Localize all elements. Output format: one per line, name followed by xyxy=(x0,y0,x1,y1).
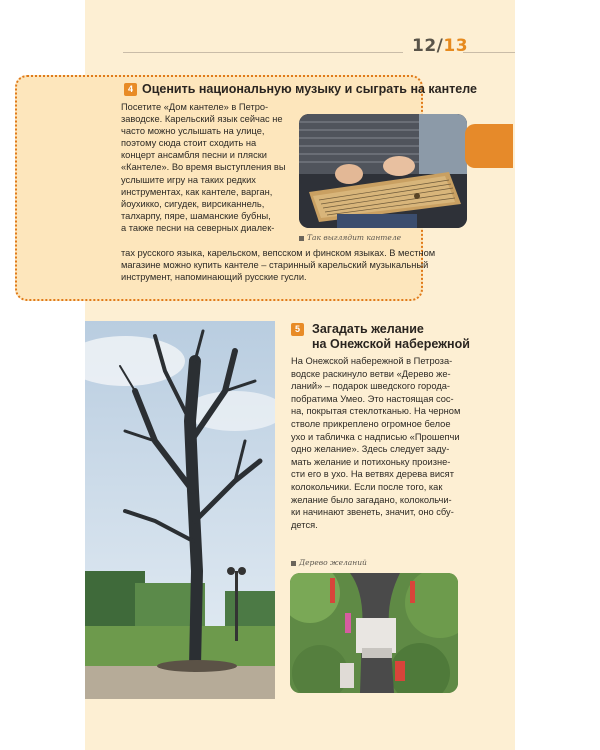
text-line: дется. xyxy=(291,519,318,530)
text-line: сти его в ухо. На ветвях дерева висят xyxy=(291,469,454,480)
text-line: мать желание и потихоньку произне- xyxy=(291,456,451,467)
caption-marker xyxy=(299,236,304,241)
text-line: одно желание». Здесь следует заду- xyxy=(291,444,450,455)
wish-tree-photo xyxy=(85,321,275,699)
text-line: поэтому сюда стоит сходить на xyxy=(121,138,257,149)
text-line: часто можно услышать на улице, xyxy=(121,126,265,137)
kantele-caption xyxy=(299,233,401,242)
section-5-title-line: на Онежской набережной xyxy=(312,337,470,351)
section-5-title-line: Загадать желание xyxy=(312,322,424,336)
page-next: 13 xyxy=(443,36,469,56)
text-line: стволе прикреплено огромное белое xyxy=(291,418,451,429)
text-line: а также песни на северных диалек- xyxy=(121,222,275,233)
page-number xyxy=(412,36,468,56)
text-line: На Онежской набережной в Петроза- xyxy=(291,356,453,366)
section-5-badge: 5 xyxy=(291,323,304,336)
wish-tree-caption xyxy=(291,558,367,567)
header-rule-right xyxy=(463,52,515,53)
text-line: ки начинают звенеть, значит, оно сбу- xyxy=(291,507,454,518)
side-tab xyxy=(465,124,513,168)
text-line: талхарпу, пяре, шаманские бубны, xyxy=(121,210,271,221)
wish-tree-detail-photo xyxy=(290,573,458,693)
text-line: йоухикко, сигудек, виpсиканнель, xyxy=(121,198,265,209)
text-line: побратима Умео. Это настоящая сос- xyxy=(291,393,454,404)
text-line: Посетите «Дом кантеле» в Петро- xyxy=(121,102,269,112)
wish-tree-detail-illustration xyxy=(290,573,458,693)
text-line: инструмент, напоминающий русские гусли. xyxy=(121,272,307,283)
wish-tree-caption-text: Дерево желаний xyxy=(299,558,367,567)
text-line: заводске. Карельский язык сейчас не xyxy=(121,114,283,125)
text-line: «Кантеле». Во время выступления вы xyxy=(121,162,286,173)
text-line: концерт ансамбля песни и пляски xyxy=(121,150,267,161)
caption-marker xyxy=(291,561,296,566)
text-line: на, покрытая стеклотканью. На черном xyxy=(291,406,461,417)
kantele-caption-text: Так выглядит кантеле xyxy=(307,233,402,242)
section-5-text xyxy=(291,355,513,531)
text-line: услышите игру на таких редких xyxy=(121,174,256,185)
section-4-text-wide xyxy=(121,247,503,283)
text-line: инструментах, как кантеле, варган, xyxy=(121,186,273,197)
section-4-title: Оценить национальную музыку и сыграть на кантеле xyxy=(142,82,477,96)
text-line: желание было загадано, колокольчи- xyxy=(291,494,452,505)
text-line: магазине можно купить кантеле – старинный карельский музыкальный xyxy=(121,260,429,271)
text-line: ланий» – подарок шведского города- xyxy=(291,381,451,392)
section-4-badge: 4 xyxy=(124,83,137,96)
kantele-photo xyxy=(299,114,467,228)
text-line: водске раскинуло ветви «Дерево же- xyxy=(291,368,451,379)
section-5-title xyxy=(312,322,470,352)
text-line: колокольчики. Если после того, как xyxy=(291,481,443,492)
page-current: 12 xyxy=(412,36,437,56)
page-separator: / xyxy=(436,36,444,56)
text-line: ухо и табличка с надписью «Прошепчи xyxy=(291,431,460,442)
kantele-illustration xyxy=(299,114,467,228)
wish-tree-illustration xyxy=(85,321,275,699)
header-rule xyxy=(123,52,403,53)
text-line: тах русского языка, карельском, вепсском и финском языках. В местном xyxy=(121,248,436,258)
